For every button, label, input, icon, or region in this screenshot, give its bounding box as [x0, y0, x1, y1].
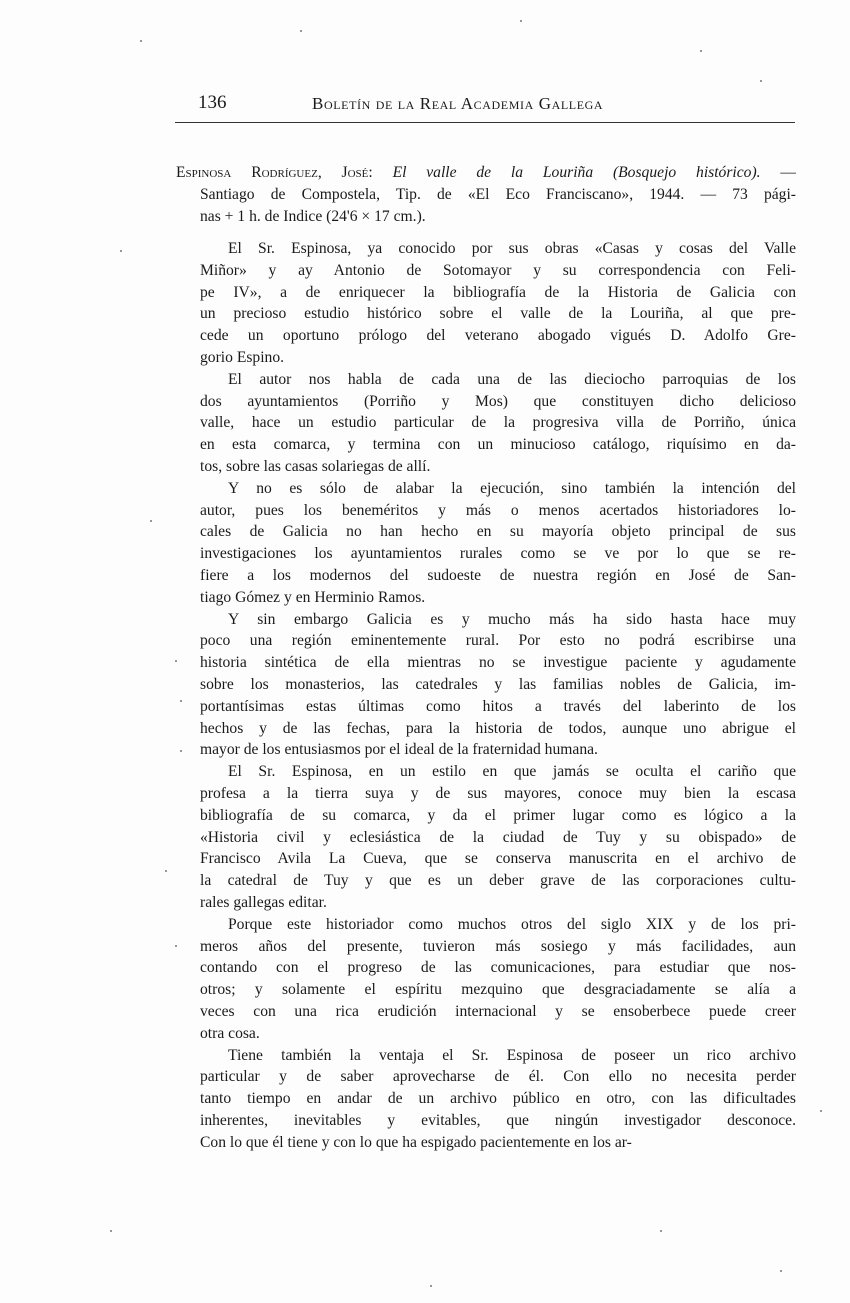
bibliography-author: Espinosa Rodríguez, José:	[176, 164, 373, 181]
paragraph-line: tiago Gómez y en Herminio Ramos.	[200, 588, 426, 606]
paragraph-first-line: El autor nos habla de cada una de las dieciocho parroquias de los	[228, 370, 796, 388]
paragraph-line: veces con una rica erudición internacional y se ensoberbece puede creer	[200, 1003, 796, 1020]
paragraph-line: autor, pues los beneméritos y más o menos acertados historiadores lo-	[200, 501, 796, 519]
paragraph-line: gorio Espino.	[200, 349, 285, 366]
paragraph-line: «Historia civil y eclesiástica de la ciudad de Tuy y su obispado» de	[200, 828, 796, 846]
scan-speck	[300, 30, 302, 32]
paragraph-line: tos, sobre las casas solariegas de allí.	[200, 458, 431, 475]
scan-speck	[180, 750, 182, 752]
paragraph-line: pe IV», a de enriquecer la bibliografía de la Historia de Galicia con	[200, 283, 796, 301]
paragraph-line: un precioso estudio histórico sobre el valle de la Louriña, al que pre-	[200, 305, 796, 323]
scan-speck	[165, 870, 167, 872]
bibliography-dash: —	[760, 164, 796, 181]
paragraph-line: otra cosa.	[200, 1024, 260, 1042]
paragraph-line: mayor de los entusiasmos por el ideal de la fraternidad humana.	[200, 741, 598, 759]
scan-speck	[110, 1230, 112, 1232]
scan-speck	[140, 40, 142, 42]
paragraph-line: meros años del presente, tuvieron más sosiego y más facilidades, aun	[200, 937, 796, 955]
paragraph-line: poco una región eminentemente rural. Por esto no podrá escribirse una	[200, 632, 796, 650]
paragraph-line: profesa a la tierra suya y de sus mayores, conoce muy bien la escasa	[200, 785, 796, 802]
scan-speck	[820, 1110, 822, 1112]
paragraph-line: hechos y de las fechas, para la historia de todos, aunque uno abrigue el	[200, 719, 796, 737]
paragraph-first-line: El Sr. Espinosa, ya conocido por sus obras «Casas y cosas del Valle	[228, 240, 796, 257]
paragraph-line: cales de Galicia no han hecho en su mayoría objeto principal de sus	[200, 523, 796, 541]
paragraph-first-line: Y no es sólo de alabar la ejecución, sino también la intención del	[228, 479, 796, 497]
scan-speck	[700, 50, 702, 52]
paragraph-line: rales gallegas editar.	[200, 894, 327, 911]
paragraph-line: Con lo que él tiene y con lo que ha espigado pacientemente en los ar-	[200, 1133, 632, 1151]
paragraph-line: tanto tiempo en andar de un archivo público en otro, con las dificultades	[200, 1090, 796, 1108]
scan-speck	[520, 20, 522, 22]
scan-speck	[175, 660, 177, 662]
paragraph-line: cede un oportuno prólogo del veterano abogado vigués D. Adolfo Gre-	[200, 327, 796, 345]
scan-speck	[120, 250, 122, 252]
paragraph-line: Miñor» y ay Antonio de Sotomayor y su correspondencia con Feli-	[200, 261, 796, 279]
scan-speck	[760, 80, 762, 82]
scan-speck	[175, 945, 177, 947]
scan-speck	[180, 700, 182, 702]
paragraph-line: Francisco Avila La Cueva, que se conserva manuscrita en el archivo de	[200, 850, 796, 868]
paragraph-line: en esta comarca, y termina con un minucioso catálogo, riquísimo en da-	[200, 436, 796, 454]
paragraph-line: valle, hace un estudio particular de la progresiva villa de Porriño, única	[200, 414, 796, 432]
paragraph-first-line: Porque este historiador como muchos otros del siglo XIX y de los pri-	[228, 915, 796, 933]
paragraph-line: bibliografía de su comarca, y da el primer lugar como es lógico a la	[200, 806, 796, 824]
scan-speck	[150, 520, 152, 522]
paragraph-line: sobre los monasterios, las catedrales y las familias nobles de Galicia, im-	[200, 676, 796, 693]
scan-speck	[780, 1270, 782, 1272]
bibliography-line: Santiago de Compostela, Tip. de «El Eco Franciscano», 1944. — 73 pági-	[200, 186, 796, 203]
paragraph-first-line: Tiene también la ventaja el Sr. Espinosa de poseer un rico archivo	[228, 1046, 796, 1064]
paragraph-line: fiere a los modernos del sudoeste de nuestra región en José de San-	[200, 567, 796, 584]
bibliography-line: nas + 1 h. de Indice (24'6 × 17 cm.).	[200, 208, 426, 225]
scan-speck	[660, 1230, 662, 1232]
paragraph-line: inherentes, inevitables y evitables, que ningún investigador desconoce.	[200, 1112, 796, 1129]
paragraph-line: otros; y solamente el espíritu mezquino que desgraciadamente se alía a	[200, 981, 796, 999]
bibliography-heading	[176, 163, 796, 183]
header-rule	[175, 122, 795, 123]
paragraph-line: historia sintética de ella mientras no se investigue paciente y agudamente	[200, 654, 796, 672]
running-title: Boletín de la Real Academia Gallega	[312, 94, 604, 113]
paragraph-line: investigaciones los ayuntamientos rurales como se ve por lo que se re-	[200, 545, 796, 563]
paragraph-line: portantísimas estas últimas como hitos a través del laberinto de los	[200, 697, 796, 715]
page-number: 136	[198, 92, 227, 113]
paragraph-line: contando con el progreso de las comunicaciones, para estudiar que nos-	[200, 959, 796, 977]
paragraph-line: dos ayuntamientos (Porriño y Mos) que constituyen dicho delicioso	[200, 392, 796, 410]
scan-speck	[430, 1285, 432, 1287]
paragraph-line: la catedral de Tuy y que es un deber grave de las corporaciones cultu-	[200, 872, 796, 890]
paragraph-first-line: Y sin embargo Galicia es y mucho más ha sido hasta hace muy	[228, 610, 796, 628]
paragraph-first-line: El Sr. Espinosa, en un estilo en que jamás se oculta el cariño que	[228, 763, 796, 781]
bibliography-title: El valle de la Louriña (Bosquejo histórico).	[392, 164, 761, 181]
paragraph-line: particular y de saber aprovecharse de él. Con ello no necesita perder	[200, 1068, 796, 1086]
